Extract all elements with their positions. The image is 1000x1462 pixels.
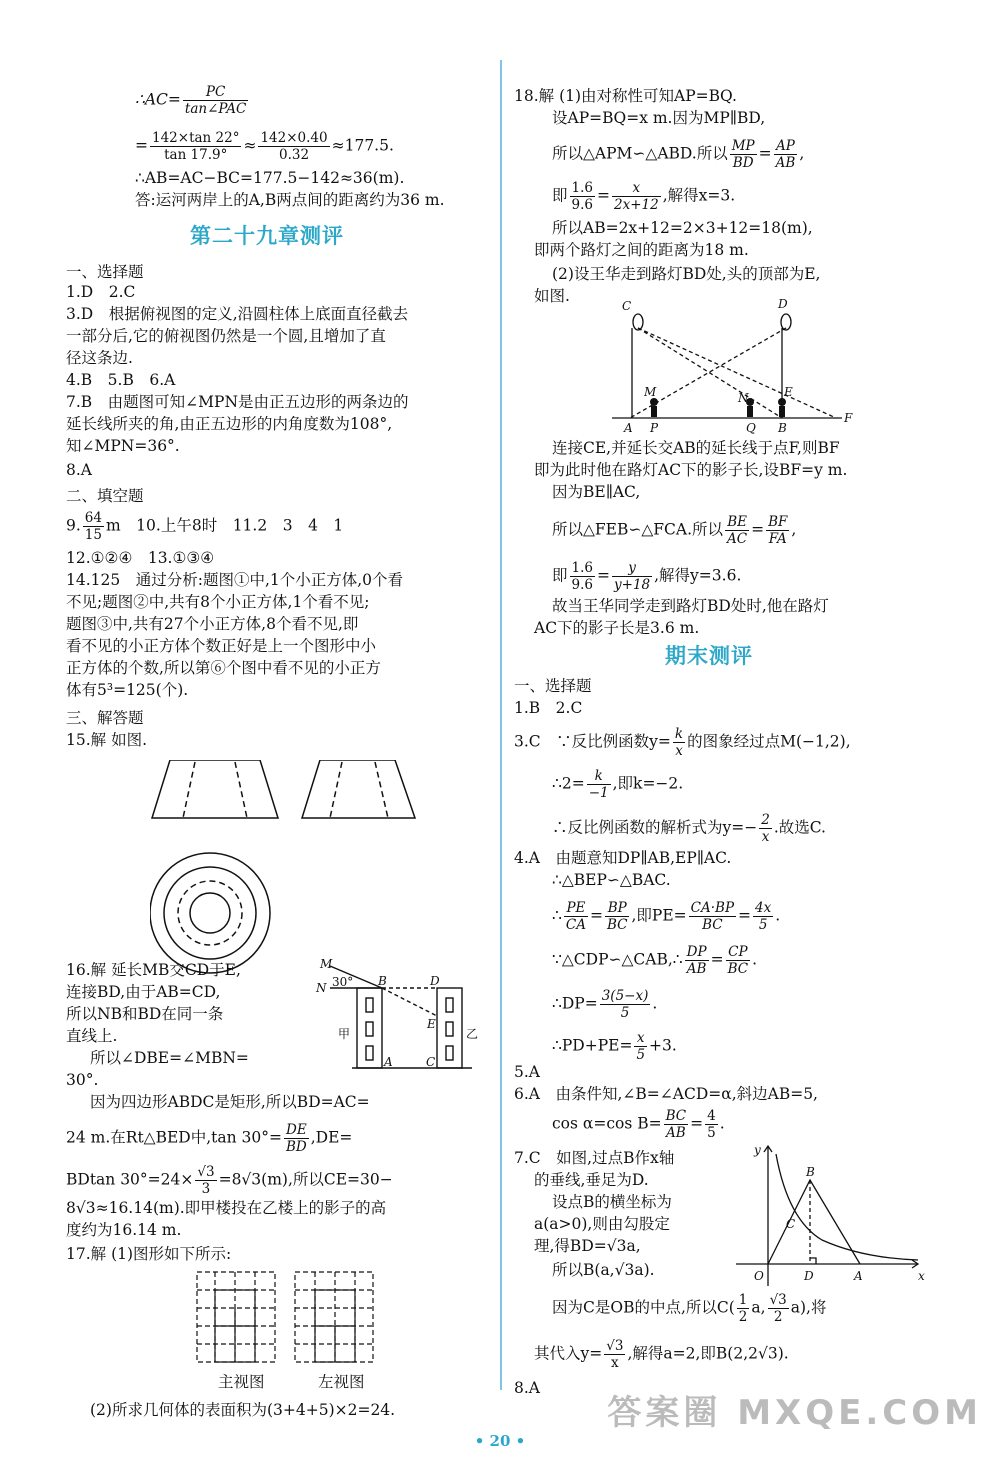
answer-16-line-5: 所以∠DBE=∠MBN= <box>90 1049 249 1067</box>
window <box>366 1046 373 1060</box>
answer-16-line-10: 8√3≈16.14(m).即甲楼投在乙楼上的影子的高 <box>66 1199 387 1217</box>
answer-b3-line-3: ∴反比例函数的解析式为y=− $\frac{2}{x}$ .故选C. <box>552 812 826 845</box>
answer-b3-line-2: ∴2= $\frac{k}{-1}$ ,即k=−2. <box>552 768 684 801</box>
label-y: y <box>754 1143 761 1157</box>
answer-b7-line-7: 因为C是OB的中点,所以C( $\frac{1}{2}$ a, $\frac{√3}{2}$ a),将 <box>552 1292 827 1325</box>
section-heading: 二、填空题 <box>66 487 144 505</box>
answer-17-line-2: (2)所求几何体的表面积为(3+4+5)×2=24. <box>90 1401 396 1419</box>
calc-line-2: = $\frac{142\times\tan 22^\circ}{\tan 17.9^\circ}$ ≈ $\frac{142\times 0.40}{0.32}$ ≈177.5. <box>135 130 394 163</box>
answer-b7-line-1: 7.C 如图,过点B作x轴 <box>514 1149 675 1167</box>
calc-line-4: 答:运河两岸上的A,B两点间的距离约为36 m. <box>135 191 445 209</box>
label-d: D <box>778 298 788 311</box>
answer-b3-line-1: 3.C ∵反比例函数y= $\frac{k}{x}$ 的图象经过点M(−1,2), <box>514 726 851 759</box>
answer-1: 1.D 2.C <box>66 283 136 301</box>
label-o: O <box>754 1269 764 1283</box>
label-a: A <box>624 421 633 434</box>
answer-b7-line-4: a(a>0),则由勾股定 <box>534 1215 670 1233</box>
figure-16 <box>312 958 502 1070</box>
answer-18-line-8: 如图. <box>534 287 570 305</box>
grid-front <box>197 1272 275 1362</box>
label-c: C <box>622 299 632 313</box>
answer-b7-line-2: 的垂线,垂足为D. <box>534 1171 649 1189</box>
label-a: A <box>384 1055 393 1069</box>
answer-18-line-15: AC下的影子长是3.6 m. <box>534 619 700 637</box>
answer-14-line-3: 题图③中,共有27个小正方体,8个看不见,即 <box>66 615 359 633</box>
window <box>446 1046 453 1060</box>
caption-left-view: 左视图 <box>318 1373 365 1391</box>
figure-b7 <box>732 1140 930 1290</box>
window <box>366 1022 373 1036</box>
label-yi: 乙 <box>466 1027 479 1041</box>
answer-b4-line-2: ∴△BEP∽△BAC. <box>552 871 671 889</box>
label-b: B <box>378 974 387 988</box>
person-q-body <box>747 406 753 417</box>
hyperbola <box>776 1154 918 1260</box>
section-heading: 一、选择题 <box>514 677 592 695</box>
answer-14-line-1: 14.125 通过分析:题图①中,1个小正方体,0个看 <box>66 571 404 589</box>
answer-b6-line-1: 6.A 由条件知,∠B=∠ACD=α,斜边AB=5, <box>514 1085 818 1103</box>
person-p-head <box>650 398 658 406</box>
answer-7-line-2: 延长线所夹的角,由正五边形的内角度数为108°, <box>66 415 393 433</box>
circle-inner <box>190 893 230 933</box>
answer-16-line-6: 30°. <box>66 1071 99 1089</box>
grid-left <box>295 1272 373 1362</box>
answer-b7-line-5: 理,得BD=√3a, <box>534 1237 641 1255</box>
shadow-line <box>382 988 437 1016</box>
label-angle: 30° <box>332 975 354 989</box>
answer-16-line-3: 所以NB和BD在同一条 <box>66 1005 224 1023</box>
section-heading: 三、解答题 <box>66 709 144 727</box>
label-c: C <box>786 1217 796 1231</box>
label-e: E <box>784 385 793 399</box>
answer-b4-line-5: ∴DP= $\frac{3(5-x)}{5}$ . <box>552 988 658 1021</box>
answer-16-line-9: BDtan 30°=24× $\frac{√3}{3}$ =8√3(m),所以CE=30− <box>66 1164 393 1197</box>
answer-18-line-10: 即为此时他在路灯AC下的影子长,设BF=y m. <box>534 461 848 479</box>
answer-4: 4.B 5.B 6.A <box>66 371 176 389</box>
answer-18-line-12: 所以△FEB∽△FCA.所以 $\frac{BE}{AC}$ = $\frac{BF}{FA}$ , <box>552 514 797 547</box>
label-p: P <box>650 421 659 434</box>
answer-18-line-2: 设AP=BQ=x m.因为MP∥BD, <box>552 109 766 127</box>
label-e: E <box>427 1017 436 1031</box>
circle-outer <box>150 853 270 973</box>
answer-b1: 1.B 2.C <box>514 699 583 717</box>
answer-16-line-2: 连接BD,由于AB=CD, <box>66 983 221 1001</box>
answer-14-line-4: 看不见的小正方体个数正好是上一个图形中小 <box>66 637 377 655</box>
answer-14-line-5: 正方体的个数,所以第⑥个图中看不见的小正方 <box>66 659 381 677</box>
answer-b8: 8.A <box>514 1379 540 1397</box>
answer-15: 15.解 如图. <box>66 731 148 749</box>
answer-12: 12.①②④ 13.①③④ <box>66 549 215 567</box>
ray-c2 <box>638 328 782 418</box>
answer-16-line-8: 24 m.在Rt△BED中,tan 30°= $\frac{DE}{BD}$ ,DE= <box>66 1122 353 1155</box>
label-a: A <box>854 1269 863 1283</box>
answer-b4-line-4: ∵△CDP∽△CAB,∴ $\frac{DP}{AB}$ = $\frac{CP}{BC}$ . <box>552 944 758 977</box>
label-m: M <box>320 958 333 971</box>
answer-17-line-1: 17.解 (1)图形如下所示: <box>66 1245 232 1263</box>
ray-c <box>638 328 836 418</box>
answer-18-line-1: 18.解 (1)由对称性可知AP=BQ. <box>514 87 737 105</box>
answer-18-line-13: 即 $\frac{1.6}{9.6}$ = $\frac{y}{y+18}$ ,解得y=3.6. <box>552 560 742 593</box>
lamp-c <box>633 314 643 330</box>
person-b-head <box>778 398 786 406</box>
right-angle-mark <box>810 1258 816 1264</box>
building-yi <box>437 988 462 1068</box>
hidden-edge <box>235 762 247 818</box>
answer-3-line-1: 3.D 根据俯视图的定义,沿圆柱体上底面直径截去 <box>66 305 409 323</box>
figure-15 <box>150 760 420 980</box>
answer-b5: 5.A <box>514 1063 540 1081</box>
window <box>366 998 373 1012</box>
answer-18-line-4: 即 $\frac{1.6}{9.6}$ = $\frac{x}{2x+12}$ ,解得x=3. <box>552 180 736 213</box>
label-c: C <box>426 1055 436 1069</box>
answer-7-line-1: 7.B 由题图可知∠MPN是由正五边形的两条边的 <box>66 393 409 411</box>
label-n: N <box>316 981 327 995</box>
answer-16-line-1: 16.解 延长MB交CD于E, <box>66 961 241 979</box>
column-divider <box>500 60 502 1390</box>
figure-18 <box>610 298 870 434</box>
page-number: • 20 • <box>474 1432 526 1450</box>
label-b: B <box>778 421 787 434</box>
answer-14-line-6: 体有5³=125(个). <box>66 681 189 699</box>
figure-17 <box>195 1268 385 1368</box>
caption-front-view: 主视图 <box>218 1373 265 1391</box>
answer-3-line-2: 一部分后,它的俯视图仍然是一个圆,且增加了直 <box>66 327 386 345</box>
answer-18-line-9: 连接CE,并延长交AB的延长线于点F,则BF <box>552 439 840 457</box>
answer-18-line-6: 即两个路灯之间的距离为18 m. <box>534 241 749 259</box>
hidden-edge <box>375 762 388 818</box>
hidden-edge <box>183 762 195 818</box>
building-jia <box>357 988 382 1068</box>
answer-18-line-3: 所以△APM∽△ABD.所以 $\frac{MP}{BD}$ = $\frac{AP}{AB}$ , <box>552 138 805 171</box>
calc-line-1: ∴AC= $\frac{PC}{\text{tan∠PAC}}$ <box>135 84 247 117</box>
label-q: Q <box>746 421 756 434</box>
label-x: x <box>918 1269 925 1283</box>
chapter-title: 第二十九章测评 <box>190 224 344 248</box>
answer-b4-line-3: ∴ $\frac{PE}{CA}$ = $\frac{BP}{BC}$ ,即PE= $\frac{CA\cdot BP}{BC}$ = $\frac{4x}{5}$ . <box>552 900 781 933</box>
answer-16-line-7: 因为四边形ABDC是矩形,所以BD=AC= <box>90 1093 370 1111</box>
answer-18-line-11: 因为BE∥AC, <box>552 483 641 501</box>
watermark <box>607 1385 982 1434</box>
window <box>446 1022 453 1036</box>
answer-9: 9. $\frac{64}{15}$ m 10.上午8时 11.2 3 4 1 <box>66 510 344 543</box>
lamp-d <box>781 314 791 330</box>
answer-b7-line-3: 设点B的横坐标为 <box>552 1193 672 1211</box>
label-jia: 甲 <box>338 1027 351 1041</box>
answer-b7-line-8: 其代入y= $\frac{√3}{x}$ ,解得a=2,即B(2,2√3). <box>534 1338 789 1371</box>
answer-18-line-7: (2)设王华走到路灯BD处,头的顶部为E, <box>552 265 821 283</box>
chapter-title: 期末测评 <box>665 644 753 668</box>
answer-7-line-3: 知∠MPN=36°. <box>66 437 180 455</box>
hidden-edge <box>330 762 342 818</box>
window <box>446 998 453 1012</box>
answer-18-line-5: 所以AB=2x+12=2×3+12=18(m), <box>552 219 813 237</box>
triangle-oba <box>768 1180 860 1264</box>
label-d: D <box>804 1269 814 1283</box>
calc-line-3: ∴AB=AC−BC=177.5−142≈36(m). <box>135 169 405 187</box>
label-n: N <box>738 391 749 405</box>
answer-14-line-2: 不见;题图②中,共有8个小正方体,1个看不见; <box>66 593 370 611</box>
label-m: M <box>644 385 657 399</box>
trapezoid-left <box>152 760 278 818</box>
label-b: B <box>806 1165 815 1179</box>
answer-b7-line-6: 所以B(a,√3a). <box>552 1261 655 1279</box>
answer-16-line-4: 直线上. <box>66 1027 118 1045</box>
label-d: D <box>430 974 440 988</box>
circle-inner-dashed <box>178 881 242 945</box>
trapezoid-right <box>302 760 415 818</box>
person-p-body <box>651 406 657 417</box>
answer-b6-line-2: cos α=cos B= $\frac{BC}{AB}$ = $\frac{4}{5}$ . <box>552 1108 725 1141</box>
answer-8: 8.A <box>66 461 92 479</box>
answer-b4-line-1: 4.A 由题意知DP∥AB,EP∥AC. <box>514 849 732 867</box>
answer-16-line-11: 度约为16.14 m. <box>66 1221 182 1239</box>
answer-b4-line-6: ∴PD+PE= $\frac{x}{5}$ +3. <box>552 1030 677 1063</box>
answer-3-line-3: 径这条边. <box>66 349 133 367</box>
answer-18-line-14: 故当王华同学走到路灯BD处时,他在路灯 <box>552 597 829 615</box>
section-heading: 一、选择题 <box>66 263 144 281</box>
person-b-body <box>779 406 785 417</box>
watermark-text: 答案圈 MXQE.COM <box>607 1393 982 1433</box>
label-f: F <box>844 411 853 425</box>
